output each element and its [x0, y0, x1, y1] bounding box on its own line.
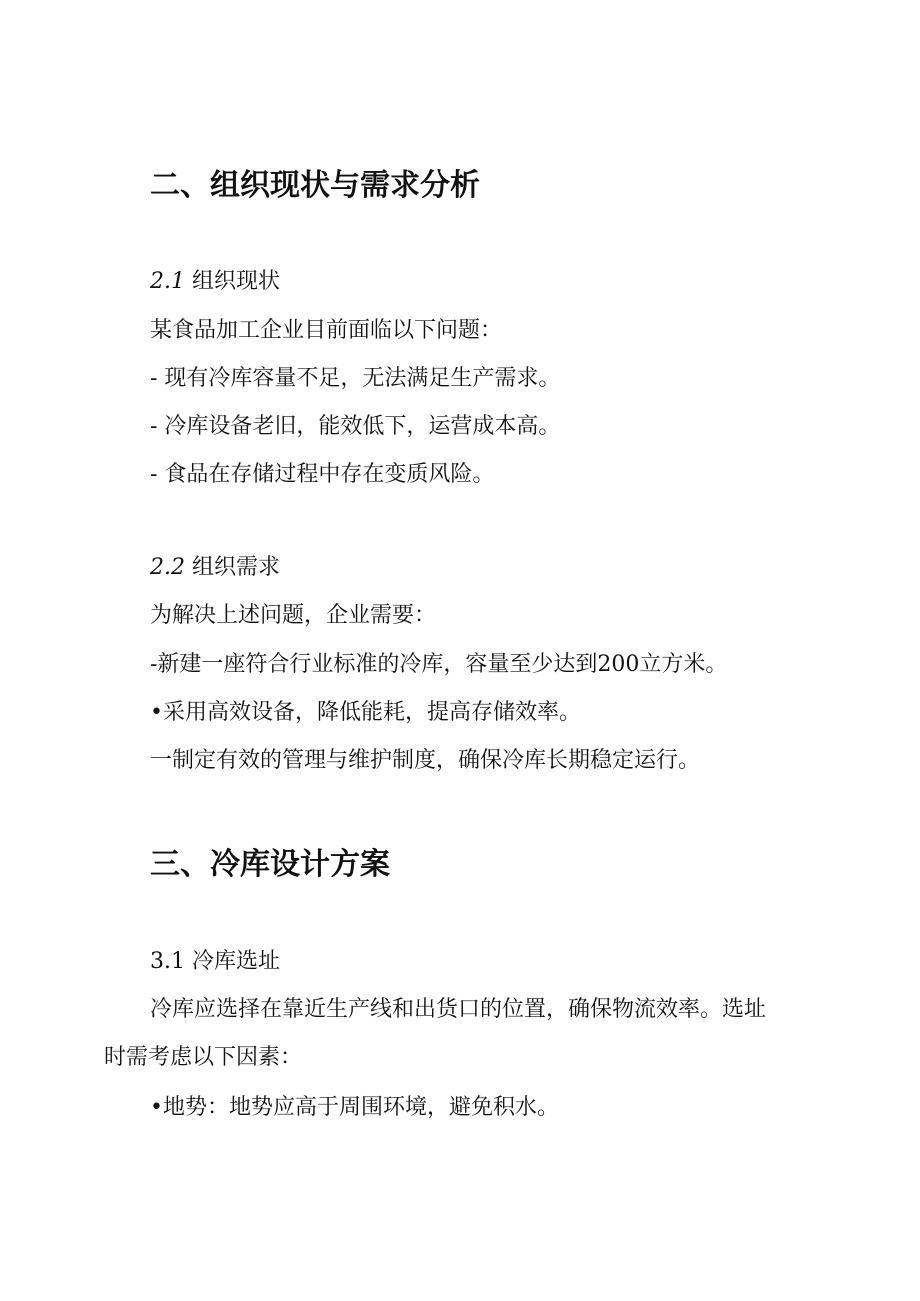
- paragraph-intro: 某食品加工企业目前面临以下问题：: [150, 318, 503, 343]
- paragraph-line: 时需考虑以下因素：: [104, 1045, 303, 1070]
- subsection-title: 组织现状: [192, 269, 281, 294]
- subsection-title: 冷库选址: [192, 949, 281, 974]
- paragraph-intro: 为解决上述问题，企业需要：: [150, 603, 437, 628]
- list-item: - 冷库设备老旧，能效低下，运营成本高。: [150, 414, 561, 439]
- list-item: •地势：地势应高于周围环境，避免积水。: [150, 1095, 559, 1120]
- list-item: -新建一座符合行业标准的冷库，容量至少达到200立方米。: [150, 652, 728, 677]
- subsection-3-1-heading: [150, 951, 280, 973]
- list-item: 一制定有效的管理与维护制度，确保冷库长期稳定运行。: [150, 748, 701, 773]
- section-2-heading: 二、组织现状与需求分析: [150, 168, 480, 203]
- subsection-number: 3.1: [150, 949, 185, 974]
- subsection-number: 2.2: [150, 555, 185, 580]
- subsection-2-2-heading: [150, 557, 280, 579]
- subsection-2-1-heading: [150, 271, 280, 293]
- section-3-heading: 三、冷库设计方案: [150, 847, 390, 882]
- list-item: •采用高效设备，降低能耗，提高存储效率。: [150, 700, 581, 725]
- subsection-title: 组织需求: [192, 555, 281, 580]
- paragraph-line: 冷库应选择在靠近生产线和出货口的位置，确保物流效率。选址: [150, 997, 767, 1022]
- list-item: - 现有冷库容量不足，无法满足生产需求。: [150, 366, 561, 391]
- subsection-number: 2.1: [150, 269, 185, 294]
- list-item: - 食品在存储过程中存在变质风险。: [150, 462, 495, 487]
